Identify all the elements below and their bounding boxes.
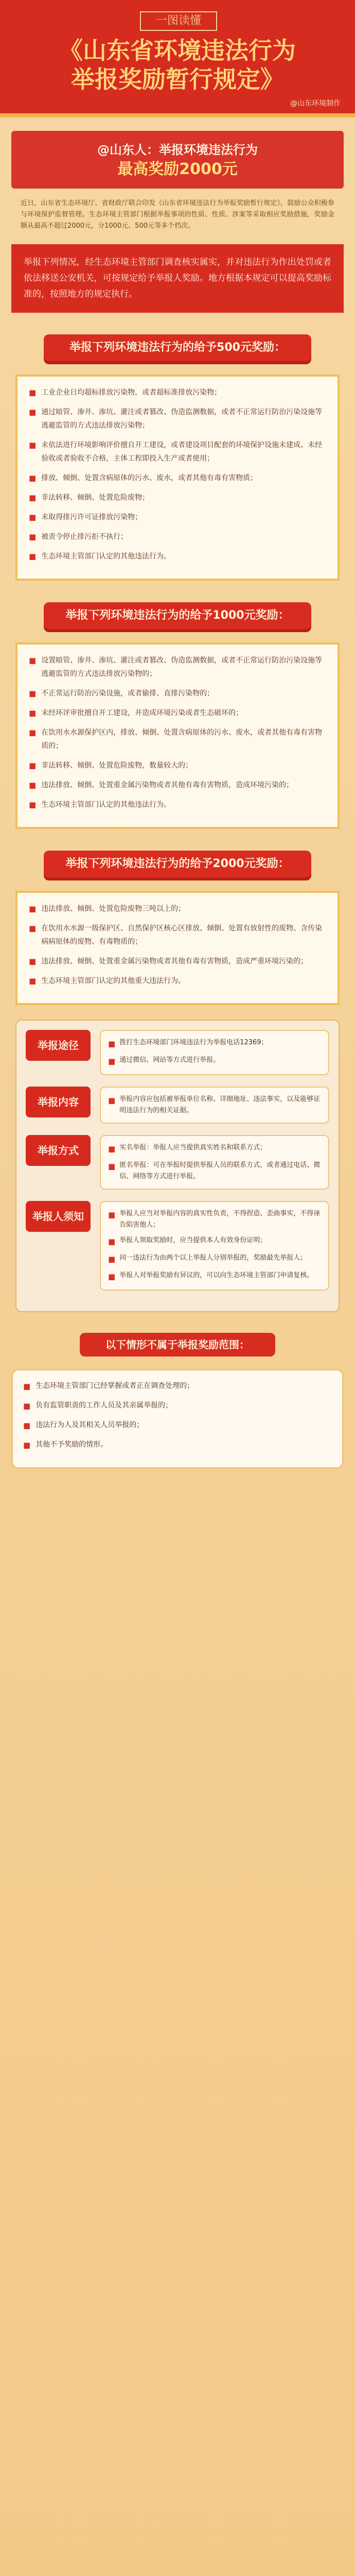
list-item [29,511,326,524]
header-tag: 一图读懂 [140,11,217,31]
guide-channel-label: 举报途径 [26,1030,91,1061]
bullet-icon: ■ [29,761,37,770]
list-item-text: 违法排放、倾倒、处置危险废物三吨以上的； [41,905,186,913]
list-item-text: 设置暗管、渗井、渗坑、灌注或者篡改、伪造监测数据，或者不正常运行防治污染设施等逃避监管的方式违法排放污染物的； [41,656,323,678]
intro-box [11,244,344,313]
bullet-icon: ■ [23,1421,31,1430]
bullet-icon: ■ [29,440,37,450]
list-item [108,1142,321,1156]
guide-row-notice [26,1201,329,1291]
bullet-icon: ■ [23,1401,31,1411]
list-item-text: 非法转移、倾倒、处置危险废物，数量较大的； [41,761,193,770]
guide-panel [15,1020,340,1312]
bullet-icon: ■ [29,388,37,397]
list-item [108,1208,321,1231]
list-item [108,1252,321,1266]
list-item-text: 举报人应当对举报内容的真实性负责，不得捏造、歪曲事实，不得诬告陷害他人； [119,1210,321,1229]
list-item-text: 违法排放、倾倒、处置重金属污染物或者其他有毒有害物质，造成环境污染的； [41,781,294,789]
bullet-icon: ■ [29,904,37,913]
reward-500-section [0,334,355,581]
list-item [108,1094,321,1116]
bullet-icon: ■ [29,924,37,933]
list-item [23,1438,332,1452]
list-item [29,550,326,563]
reward-banner [11,131,344,189]
guide-method-label: 举报方式 [26,1135,91,1166]
list-item [23,1380,332,1393]
header-title-line-1: 《山东省环境违法行为 [59,37,296,64]
list-item-text: 排放、倾倒、处置含病原体的污水、废水，或者其他有毒有害物质； [41,474,258,482]
list-item [29,471,326,485]
guide-row-channel [26,1030,329,1075]
reward-1000-section [0,602,355,829]
list-item [29,386,326,399]
guide-notice-body [100,1201,329,1291]
guide-method-body [100,1135,329,1190]
list-item [29,922,326,948]
reward-2000-title: 举报下列环境违法行为的给予2000元奖励： [44,851,311,877]
list-item-text: 举报内容应包括被举报单位名称、详细地址、违法事实，以及能够证明违法行为的相关证据。 [119,1095,321,1114]
list-item [29,654,326,681]
list-item [29,491,326,504]
bullet-icon: ■ [29,728,37,737]
list-item-text: 生态环境主管部门认定的其他违法行为。 [41,552,171,561]
list-item-text: 拨打生态环境部门环境违法行为举报电话12369； [119,1039,268,1046]
reward-500-title: 举报下列环境违法行为的给予500元奖励： [44,334,311,361]
list-item-text: 工业企业日均超标排放污染物，或者超标准排放污染物； [41,388,222,397]
list-item-text: 生态环境主管部门认定的其他重大违法行为。 [41,977,186,985]
list-item-text: 通过微信、网站等方式进行举报。 [119,1056,220,1064]
bullet-icon: ■ [108,1039,116,1048]
list-item [108,1037,321,1050]
list-item [29,974,326,988]
bullet-icon: ■ [29,957,37,966]
guide-content-label: 举报内容 [26,1087,91,1117]
banner-line-2: 最高奖励2000元 [117,160,238,178]
list-item-text: 非法转移、倾倒、处置危险废物； [41,494,150,502]
list-item [29,706,326,720]
list-item [29,902,326,916]
list-item-text: 被责令停止排污拒不执行； [41,533,128,541]
list-item [108,1055,321,1068]
list-item-text: 未经环评审批擅自开工建设，并造成环境污染或者生态破坏的； [41,709,243,717]
list-item-text: 不正常运行防治污染设施，或者偷排、直排污染物的； [41,689,215,698]
reward-1000-title: 举报下列环境违法行为的给予1000元奖励： [44,602,311,629]
list-item-text: 同一违法行为由两个以上举报人分别举报的，奖励最先举报人； [119,1254,307,1262]
list-item-text: 匿名举报：可在举报时提供举报人员的联系方式，或者通过电话、微信、网络等方式进行举报。 [119,1161,321,1180]
list-item-text: 通过暗管、渗井、渗坑、灌注或者篡改、伪造监测数据，或者不正常运行防治污染设施等逃避监管的方式违法排放污染物； [41,408,323,430]
bullet-icon: ■ [108,1144,116,1154]
list-item [29,405,326,432]
bullet-icon: ■ [29,408,37,417]
guide-row-content [26,1087,329,1124]
bullet-icon: ■ [108,1096,116,1105]
list-item-text: 其他不予奖励的情形。 [36,1440,108,1449]
guide-channel-body [100,1030,329,1075]
header-credit: @山东环境制作 [290,99,341,108]
intro-text: 近日，山东省生态环境厅、省财政厅联合印发《山东省环境违法行为举报奖励暂行规定》，鼓励公众积极参与环境保护监督管理。生态环境主管部门根据举报事项的性质、性质、涉案等采取相应奖励措施，奖励金额从最高不超过2000元，分1000元、500元等多个档次。 [21,199,334,230]
list-item [29,798,326,811]
bullet-icon: ■ [108,1162,116,1171]
header [0,0,355,117]
excluded-card [11,1369,344,1469]
list-item [108,1160,321,1182]
bullet-icon: ■ [29,552,37,561]
excluded-title: 以下情形不属于举报奖励范围： [80,1333,275,1357]
list-item [23,1399,332,1413]
list-item [29,438,326,465]
bullet-icon: ■ [29,513,37,522]
bullet-icon: ■ [23,1440,31,1450]
reward-500-card [15,375,340,581]
list-item-text: 在饮用水水源一级保护区、自然保护区核心区排放、倾倒、处置有放射性的废物、含传染病病原体的废物、有毒物质的； [41,924,323,946]
guide-row-method [26,1135,329,1190]
bullet-icon: ■ [29,781,37,790]
list-item-text: 未取得排污许可证排放污染物； [41,513,143,521]
list-item [23,1419,332,1432]
bullet-icon: ■ [29,976,37,986]
list-item-text: 负有监管职责的工作人员及其亲属举报的； [36,1401,173,1410]
list-item [29,530,326,544]
bullet-icon: ■ [108,1255,116,1264]
bullet-icon: ■ [108,1210,116,1219]
list-item-text: 在饮用水水源保护区内，排放、倾倒、处置含病原体的污水、废水，或者其他有毒有害物质的； [41,728,323,750]
bullet-icon: ■ [29,708,37,718]
list-item [108,1270,321,1283]
intro-box-text: 举报下列情况，经生态环境主管部门调查核实属实，并对违法行为作出处罚或者依法移送公安机关，可按规定给予举报人奖励。地方根据本规定可以提高奖励标准的，按照地方的规定执行。 [24,257,331,299]
list-item-text: 举报人对举报奖励有异议的，可以向生态环境主管部门申请复核。 [119,1272,314,1279]
guide-notice-label: 举报人须知 [26,1201,91,1232]
banner-line-1: @山东人：举报环境违法行为 [97,143,258,157]
bullet-icon: ■ [108,1237,116,1246]
list-item [108,1235,321,1248]
list-item [29,759,326,772]
bullet-icon: ■ [29,689,37,698]
bullet-icon: ■ [108,1057,116,1066]
list-item [29,687,326,700]
list-item-text: 违法行为人及其相关人员举报的； [36,1421,144,1429]
list-item-text: 未依法进行环境影响评价擅自开工建设，或者建设项目配套的环境保护设施未建成、未经验收或者验收不合格，主体工程即投入生产或者使用； [41,441,323,463]
reward-1000-card [15,642,340,829]
bullet-icon: ■ [29,656,37,665]
reward-2000-card [15,891,340,1005]
list-item-text: 违法排放、倾倒、处置重金属污染物或者其他有毒有害物质，造成严重环境污染的； [41,957,308,965]
reward-2000-section [0,851,355,1005]
list-item-text: 生态环境主管部门认定的其他违法行为。 [41,801,171,809]
header-title-line-2: 举报奖励暂行规定》 [71,65,284,93]
bullet-icon: ■ [29,493,37,502]
list-item-text: 实名举报：举报人应当提供真实姓名和联系方式； [119,1144,267,1151]
list-item [29,726,326,753]
list-item [29,778,326,792]
list-item [29,955,326,968]
bullet-icon: ■ [108,1272,116,1281]
bullet-icon: ■ [29,532,37,541]
bullet-icon: ■ [23,1382,31,1391]
list-item-text: 举报人领取奖励时，应当提供本人有效身份证明； [119,1236,267,1244]
bullet-icon: ■ [29,473,37,483]
bullet-icon: ■ [29,800,37,809]
guide-content-body [100,1087,329,1124]
list-item-text: 生态环境主管部门已经掌握或者正在调查处理的； [36,1382,194,1390]
